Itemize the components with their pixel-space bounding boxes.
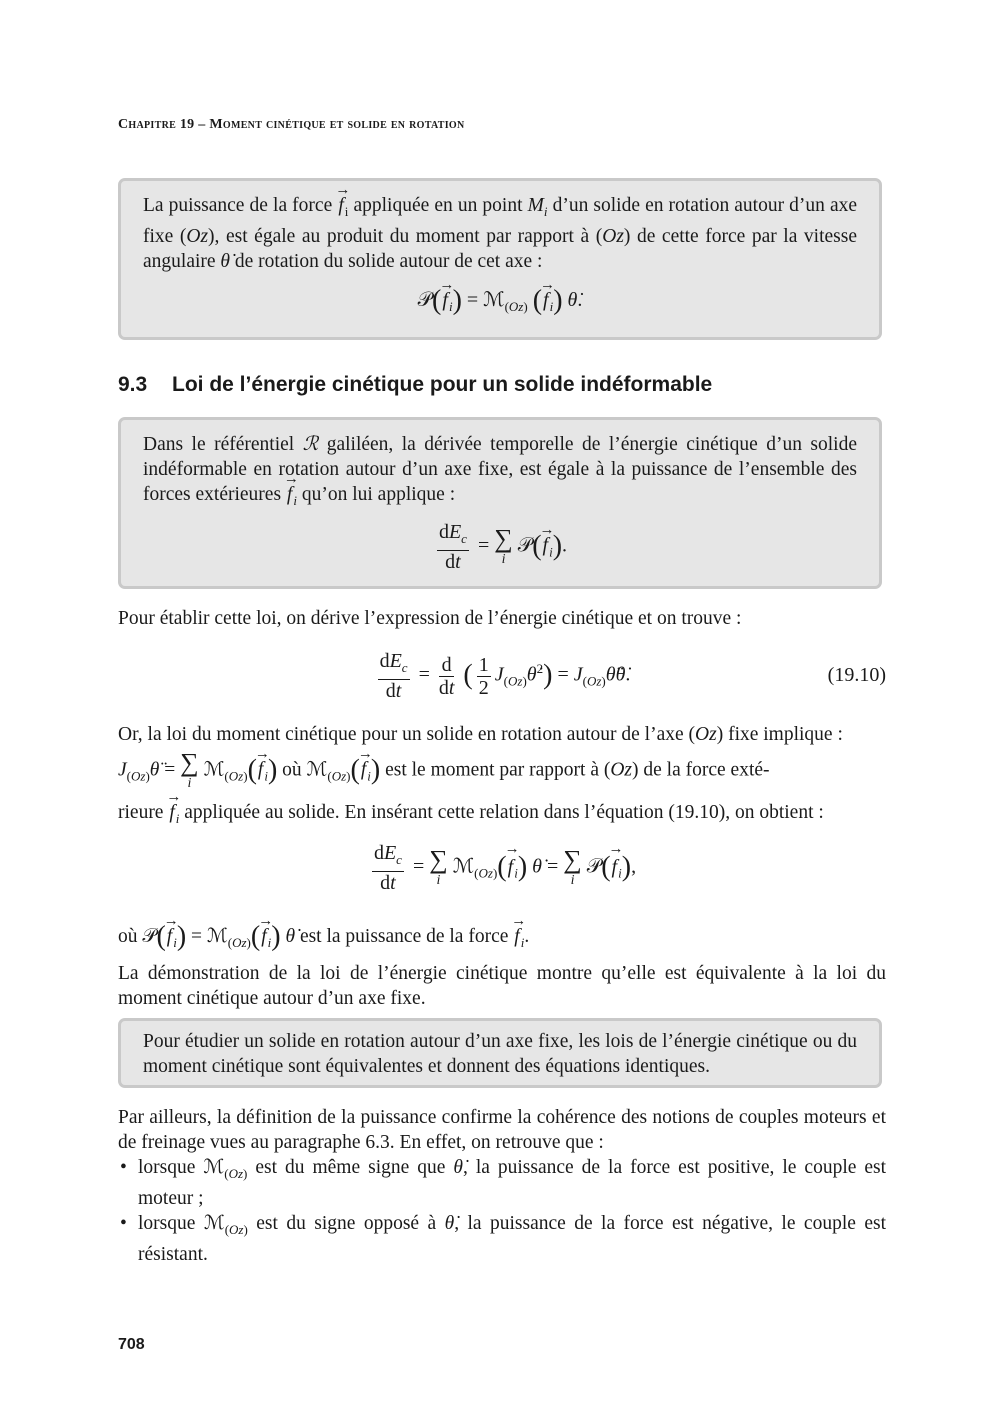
equation-19-10: $\frac{dE_c}{dt}$ = $\frac{d}{dt}$ ( $\frac{1}{2}$ $J_{(Oz)}\thetȧ^2$) = $J_{(Oz)}\thetä\thetȧ$. (19.10) <box>379 650 886 702</box>
equation-power-moment: 𝒫(→ $f_i$) = ℳ$_{(Oz)}$ (→ $f_i$) θ̇. <box>143 288 857 319</box>
paragraph: où 𝒫(→ $f_i$) = ℳ$_{(Oz)}$(→ $f_i$) θ̇ est la puissance de la force → $f_i$. <box>118 924 886 955</box>
paragraph: La démonstration de la loi de l’énergie cinétique montre qu’elle est équivalente à la loi du moment cinétique autour d’un axe fixe. <box>118 963 886 1009</box>
box-text: Dans le référentiel ℛ galiléen, la dérivée temporelle de l’énergie cinétique d’un solide indéformable en rotation autour d’un axe fixe, est égale à la puissance de l’ensemble des forces extérieures → $f_i$ qu’on lui applique : <box>143 432 857 513</box>
page-number: 708 <box>118 1336 145 1353</box>
list-item: • lorsque ℳ$_{(Oz)}$ est du signe opposé à θ̇, la puissance de la force est négative, le couple est résistant. <box>118 1211 886 1267</box>
paragraph: rieure → $f_i$ appliquée au solide. En insérant cette relation dans l’équation (19.10), on obtient : <box>118 800 886 831</box>
definition-box-power <box>118 178 882 340</box>
paragraph: Par ailleurs, la définition de la puissance confirme la cohérence des notions de couples moteurs et de freinage vues au paragraphe 6.3. En effet, on retrouve que : <box>118 1107 886 1153</box>
equation-sum-power: $\frac{dE_c}{dt}$ = ∑ i ℳ$_{(Oz)}$(→ $f_i$) θ̇ = ∑ i 𝒫(→ $f_i$), <box>118 842 886 894</box>
paragraph: $J_{(Oz)}\thetä$ = ∑ i ℳ$_{(Oz)}$(→ $f_i$) où ℳ$_{(Oz)}$(→ $f_i$) est le moment par rapport à (Oz) de la force exté- <box>118 750 886 792</box>
theorem-box-kinetic-energy <box>118 417 882 589</box>
section-heading: 9.3 Loi de l’énergie cinétique pour un solide indéformable <box>118 373 713 396</box>
equation-number: (19.10) <box>827 664 886 686</box>
running-head: Chapitre 19 – Moment cinétique et solide en rotation <box>118 117 465 132</box>
paragraph: Or, la loi du moment cinétique pour un solide en rotation autour de l’axe (Oz) fixe implique : <box>118 724 843 745</box>
list-item: • lorsque ℳ$_{(Oz)}$ est du même signe que θ̇, la puissance de la force est positive, le couple est moteur ; <box>118 1155 886 1211</box>
paragraph: Pour établir cette loi, on dérive l’expression de l’énergie cinétique et on trouve : <box>118 608 742 629</box>
remark-box-equivalence <box>118 1018 882 1088</box>
equation-kinetic-energy-law: $\frac{dE_c}{dt}$ = ∑ i 𝒫(→ $f_i$). <box>143 521 857 573</box>
box-text: Pour étudier un solide en rotation autour d’un axe fixe, les lois de l’énergie cinétique ou du moment cinétique sont équivalentes et donnent des équations identiques. <box>143 1031 857 1077</box>
bullet-list <box>118 1155 886 1267</box>
box-text: La puissance de la force → $f_i$ appliquée en un point $M_i$ d’un solide en rotation autour d’un axe fixe (Oz), est égale au produit du moment par rapport à (Oz) de cette force par la vitesse angulaire θ̇ de rotation du solide autour de cet axe : <box>143 193 857 274</box>
